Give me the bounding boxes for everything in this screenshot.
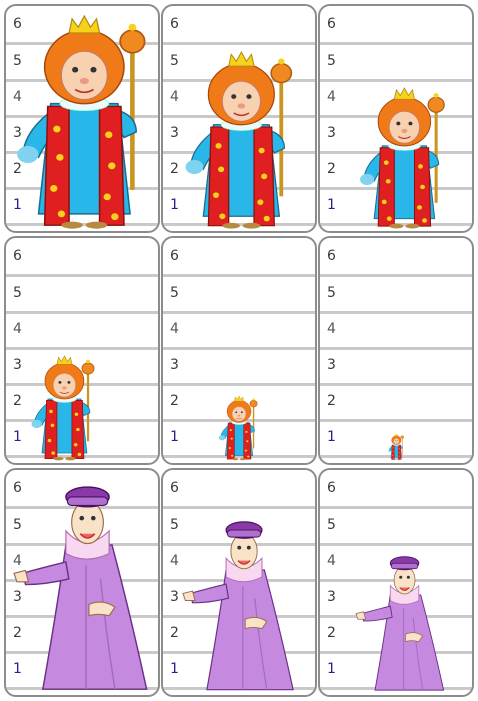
- scale-number-6: 6: [327, 480, 336, 496]
- scale-number-1: 1: [170, 197, 179, 213]
- scale-number-4: 4: [327, 89, 336, 105]
- scale-number-1: 1: [13, 429, 22, 445]
- scale-number-6: 6: [13, 248, 22, 264]
- scale-number-6: 6: [327, 16, 336, 32]
- height-card-9: [318, 468, 474, 697]
- scale-number-1: 1: [327, 661, 336, 677]
- scale-number-5: 5: [327, 285, 336, 301]
- scale-number-6: 6: [170, 480, 179, 496]
- scale-number-2: 2: [13, 161, 22, 177]
- scale-number-1: 1: [13, 197, 22, 213]
- ruler-line: [163, 42, 315, 45]
- ruler-line: [320, 42, 472, 45]
- scale-number-3: 3: [170, 125, 179, 141]
- wizard-figure: [356, 552, 451, 692]
- scale-number-6: 6: [13, 480, 22, 496]
- king-figure: [216, 396, 262, 460]
- ruler-line: [6, 311, 158, 314]
- scale-number-3: 3: [327, 589, 336, 605]
- scale-number-4: 4: [170, 553, 179, 569]
- ruler-line: [320, 79, 472, 82]
- king-figure: [178, 52, 305, 228]
- ruler-line: [6, 274, 158, 277]
- ruler-line: [163, 274, 315, 277]
- scale-number-2: 2: [13, 625, 22, 641]
- height-card-4: [4, 236, 160, 465]
- ruler-line: [163, 383, 315, 386]
- ruler-line: [163, 311, 315, 314]
- king-figure: [27, 356, 102, 460]
- scale-number-4: 4: [327, 321, 336, 337]
- height-card-3: [318, 4, 474, 233]
- scale-number-4: 4: [13, 321, 22, 337]
- ruler-line: [320, 543, 472, 546]
- scale-number-3: 3: [170, 589, 179, 605]
- scale-number-6: 6: [170, 16, 179, 32]
- king-figure: [387, 434, 406, 460]
- ruler-line: [163, 506, 315, 509]
- king-figure: [354, 88, 455, 228]
- height-card-1: [4, 4, 160, 233]
- scale-number-6: 6: [327, 248, 336, 264]
- ruler-line: [320, 347, 472, 350]
- ruler-line: [163, 347, 315, 350]
- scale-number-3: 3: [327, 357, 336, 373]
- scale-number-1: 1: [327, 429, 336, 445]
- scale-number-5: 5: [170, 285, 179, 301]
- scale-number-3: 3: [170, 357, 179, 373]
- scale-number-1: 1: [13, 661, 22, 677]
- height-card-5: [161, 236, 317, 465]
- scale-number-4: 4: [13, 553, 22, 569]
- scale-number-6: 6: [13, 16, 22, 32]
- scale-number-4: 4: [170, 89, 179, 105]
- height-card-8: [161, 468, 317, 697]
- scale-number-3: 3: [13, 357, 22, 373]
- ruler-line: [6, 347, 158, 350]
- king-figure: [8, 16, 160, 228]
- scale-number-4: 4: [170, 321, 179, 337]
- scale-number-2: 2: [13, 393, 22, 409]
- scale-number-2: 2: [327, 161, 336, 177]
- ruler-line: [320, 311, 472, 314]
- ruler-line: [320, 419, 472, 422]
- scale-number-5: 5: [327, 53, 336, 69]
- scale-number-3: 3: [13, 589, 22, 605]
- height-card-2: [161, 4, 317, 233]
- scale-number-3: 3: [327, 125, 336, 141]
- scale-number-5: 5: [170, 517, 179, 533]
- scale-number-2: 2: [170, 393, 179, 409]
- scale-number-1: 1: [170, 429, 179, 445]
- scale-number-2: 2: [327, 393, 336, 409]
- scale-number-5: 5: [13, 517, 22, 533]
- scale-number-5: 5: [170, 53, 179, 69]
- scale-number-1: 1: [170, 661, 179, 677]
- scale-number-4: 4: [327, 553, 336, 569]
- ruler-line: [320, 383, 472, 386]
- scale-number-2: 2: [327, 625, 336, 641]
- scale-number-3: 3: [13, 125, 22, 141]
- wizard-figure: [14, 480, 158, 692]
- scale-number-2: 2: [170, 625, 179, 641]
- scale-number-5: 5: [13, 285, 22, 301]
- scale-number-5: 5: [327, 517, 336, 533]
- height-card-7: [4, 468, 160, 697]
- scale-number-4: 4: [13, 89, 22, 105]
- scale-number-5: 5: [13, 53, 22, 69]
- wizard-figure: [183, 516, 303, 692]
- scale-number-2: 2: [170, 161, 179, 177]
- height-card-6: [318, 236, 474, 465]
- ruler-line: [320, 506, 472, 509]
- card-grid: [4, 4, 474, 697]
- ruler-line: [320, 274, 472, 277]
- scale-number-6: 6: [170, 248, 179, 264]
- scale-number-1: 1: [327, 197, 336, 213]
